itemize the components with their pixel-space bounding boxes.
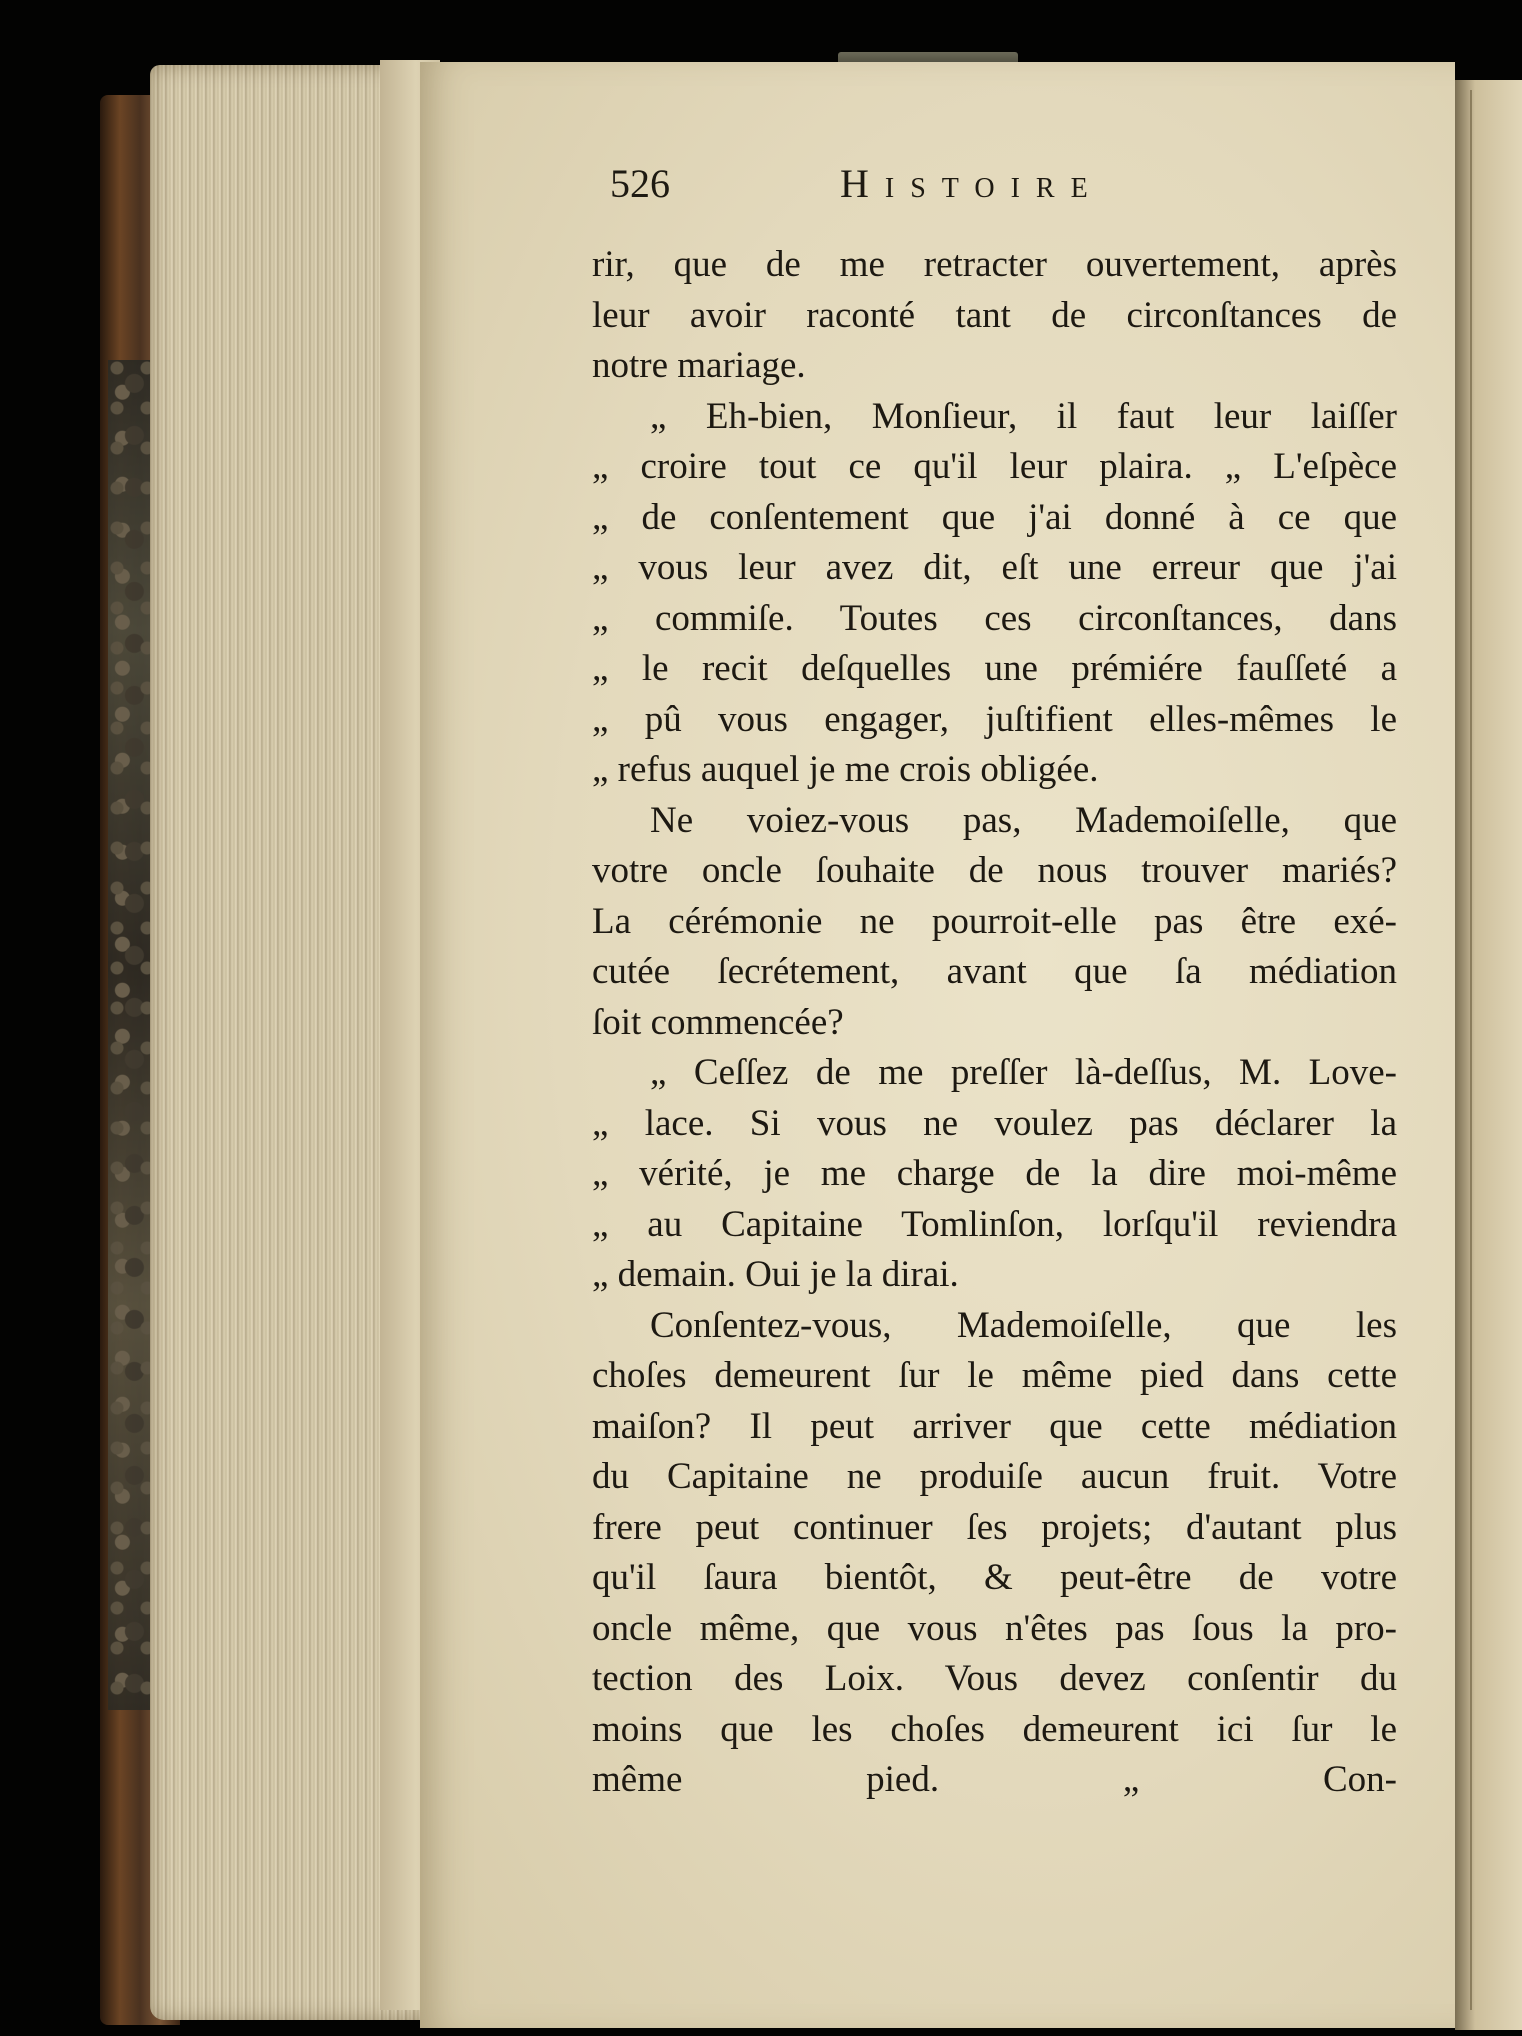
text-line: oncle même, que vous n'êtes pas ſous la pro- <box>592 1607 1397 1649</box>
gutter-line <box>1470 90 1472 2010</box>
text-line: „ croire tout ce qu'il leur plaira. „ L'eſpèce <box>592 446 1397 487</box>
facing-page-edge <box>1455 80 1522 2030</box>
text-line: rir, que de me retracter ouvertement, après <box>592 244 1397 285</box>
text-line: „ commiſe. Toutes ces circonſtances, dans <box>592 597 1397 639</box>
text-line: „ le recit deſquelles une prémiére fauſſeté a <box>592 648 1397 689</box>
text-line: „ vérité, je me charge de la dire moi-même <box>592 1153 1397 1194</box>
text-line: Conſentez-vous, Mademoiſelle, que les <box>650 1304 1397 1346</box>
text-line: moins que les choſes demeurent ici ſur le <box>592 1708 1397 1750</box>
text-line: votre oncle ſouhaite de nous trouver mariés? <box>592 850 1397 891</box>
text-line: Ne voiez-vous pas, Mademoiſelle, que <box>650 799 1397 841</box>
text-line: leur avoir raconté tant de circonſtances de <box>592 294 1397 336</box>
text-line: qu'il ſaura bientôt, & peut-être de votre <box>592 1557 1397 1598</box>
text-line: choſes demeurent ſur le même pied dans cette <box>592 1355 1397 1396</box>
text-line: „ Ceſſez de me preſſer là-deſſus, M. Love- <box>650 1052 1397 1093</box>
text-line: „ Eh-bien, Monſieur, il faut leur laiſſer <box>650 395 1397 437</box>
text-line: notre mariage. <box>592 345 806 386</box>
page-number: 526 <box>610 161 670 206</box>
text-line: La cérémonie ne pourroit-elle pas être exé- <box>592 900 1397 942</box>
text-line: „ vous leur avez dit, eſt une erreur que j'ai <box>592 547 1397 588</box>
text-line: „ pû vous engager, juſtifient elles-mêmes le <box>592 698 1397 740</box>
running-head <box>610 160 1430 220</box>
text-line: même pied. „ Con- <box>592 1759 1397 1800</box>
text-line: maiſon? Il peut arriver que cette médiation <box>592 1405 1397 1447</box>
text-line: du Capitaine ne produiſe aucun fruit. Votre <box>592 1456 1397 1497</box>
body-text <box>592 240 1397 1806</box>
text-line: frere peut continuer ſes projets; d'autant plus <box>592 1506 1397 1548</box>
text-line: „ de conſentement que j'ai donné à ce que <box>592 496 1397 538</box>
text-line: „ refus auquel je me crois obligée. <box>592 749 1099 790</box>
text-line: „ lace. Si vous ne voulez pas déclarer la <box>592 1102 1397 1144</box>
text-line: tection des Loix. Vous devez conſentir du <box>592 1658 1397 1699</box>
text-line: „ au Capitaine Tomlinſon, lorſqu'il reviendra <box>592 1203 1397 1245</box>
text-line: cutée ſecrétement, avant que ſa médiation <box>592 951 1397 992</box>
text-line: ſoit commencée? <box>592 1001 844 1043</box>
text-line: „ demain. Oui je la dirai. <box>592 1254 959 1295</box>
running-head-title: Histoire <box>840 161 1104 206</box>
